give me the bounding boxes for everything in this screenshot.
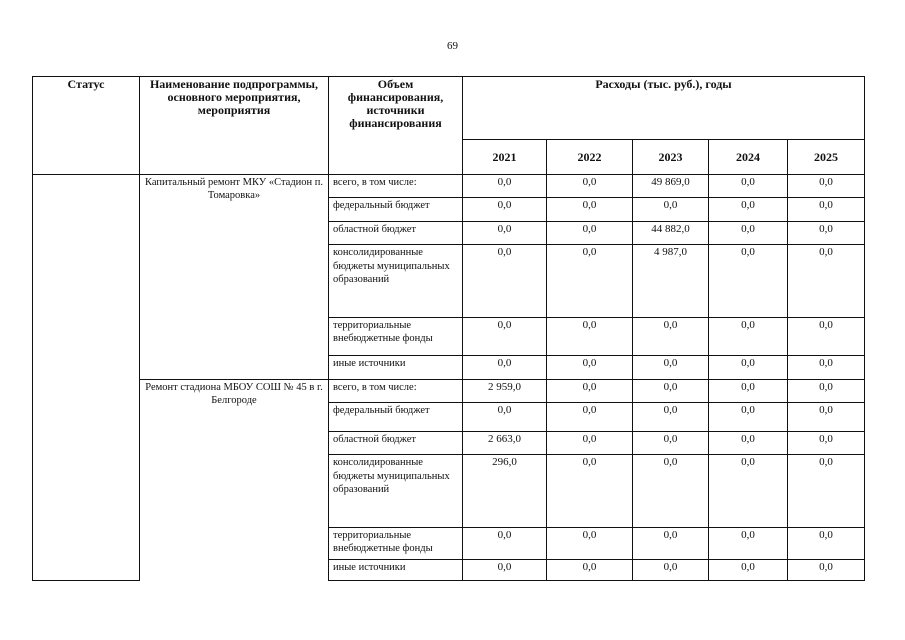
- table-row: [33, 379, 865, 402]
- value-cell-2021: 296,0: [463, 455, 547, 527]
- value-cell-2022: 0,0: [547, 221, 633, 244]
- funding-source-cell: иные источники: [329, 559, 463, 580]
- value-cell-2022: 0,0: [547, 356, 633, 379]
- funding-source-cell: территориальные внебюджетные фонды: [329, 527, 463, 559]
- year-header-2024: 2024: [709, 140, 788, 175]
- value-cell-2021: 0,0: [463, 175, 547, 198]
- value-cell-2023: 0,0: [633, 379, 709, 402]
- value-cell-2021: 0,0: [463, 245, 547, 317]
- value-cell-2023: 0,0: [633, 559, 709, 580]
- value-cell-2023: 4 987,0: [633, 245, 709, 317]
- value-cell-2023: 49 869,0: [633, 175, 709, 198]
- value-cell-2024: 0,0: [709, 245, 788, 317]
- funding-source-cell: всего, в том числе:: [329, 379, 463, 402]
- value-cell-2022: 0,0: [547, 175, 633, 198]
- budget-table: [32, 76, 865, 581]
- value-cell-2022: 0,0: [547, 379, 633, 402]
- value-cell-2023: 0,0: [633, 403, 709, 432]
- value-cell-2021: 0,0: [463, 317, 547, 355]
- value-cell-2023: 0,0: [633, 317, 709, 355]
- value-cell-2024: 0,0: [709, 431, 788, 454]
- value-cell-2022: 0,0: [547, 317, 633, 355]
- value-cell-2021: 0,0: [463, 559, 547, 580]
- value-cell-2022: 0,0: [547, 431, 633, 454]
- value-cell-2025: 0,0: [788, 175, 865, 198]
- year-header-2025: 2025: [788, 140, 865, 175]
- year-header-2021: 2021: [463, 140, 547, 175]
- value-cell-2025: 0,0: [788, 198, 865, 221]
- value-cell-2021: 0,0: [463, 356, 547, 379]
- expenses-header: Расходы (тыс. руб.), годы: [463, 77, 865, 140]
- value-cell-2024: 0,0: [709, 527, 788, 559]
- funding-source-cell: областной бюджет: [329, 431, 463, 454]
- value-cell-2022: 0,0: [547, 527, 633, 559]
- funding-source-cell: консолидированные бюджеты муниципальных образований: [329, 245, 463, 317]
- activity-name-cell: Ремонт стадиона МБОУ СОШ № 45 в г. Белгороде: [140, 379, 329, 580]
- year-header-2023: 2023: [633, 140, 709, 175]
- value-cell-2023: 0,0: [633, 356, 709, 379]
- value-cell-2021: 0,0: [463, 527, 547, 559]
- table-body: [33, 175, 865, 581]
- value-cell-2024: 0,0: [709, 221, 788, 244]
- value-cell-2021: 0,0: [463, 403, 547, 432]
- value-cell-2022: 0,0: [547, 403, 633, 432]
- funding-source-cell: федеральный бюджет: [329, 198, 463, 221]
- value-cell-2023: 0,0: [633, 198, 709, 221]
- value-cell-2023: 0,0: [633, 527, 709, 559]
- value-cell-2022: 0,0: [547, 559, 633, 580]
- status-cell: [33, 175, 140, 581]
- value-cell-2024: 0,0: [709, 403, 788, 432]
- volume-header: Объем финансирования, источники финансирования: [329, 77, 463, 175]
- value-cell-2024: 0,0: [709, 317, 788, 355]
- value-cell-2021: 0,0: [463, 198, 547, 221]
- name-header: Наименование подпрограммы, основного мероприятия, мероприятия: [140, 77, 329, 175]
- value-cell-2025: 0,0: [788, 379, 865, 402]
- page-number: 69: [447, 40, 458, 52]
- value-cell-2021: 2 663,0: [463, 431, 547, 454]
- table-row: [33, 175, 865, 198]
- value-cell-2025: 0,0: [788, 559, 865, 580]
- value-cell-2021: 2 959,0: [463, 379, 547, 402]
- value-cell-2024: 0,0: [709, 198, 788, 221]
- table-header: [33, 77, 865, 175]
- activity-name-cell: Капитальный ремонт МКУ «Стадион п. Томаровка»: [140, 175, 329, 380]
- value-cell-2025: 0,0: [788, 403, 865, 432]
- value-cell-2024: 0,0: [709, 379, 788, 402]
- value-cell-2024: 0,0: [709, 455, 788, 527]
- value-cell-2025: 0,0: [788, 245, 865, 317]
- year-header-2022: 2022: [547, 140, 633, 175]
- value-cell-2024: 0,0: [709, 356, 788, 379]
- funding-source-cell: федеральный бюджет: [329, 403, 463, 432]
- funding-source-cell: консолидированные бюджеты муниципальных образований: [329, 455, 463, 527]
- value-cell-2025: 0,0: [788, 356, 865, 379]
- value-cell-2022: 0,0: [547, 198, 633, 221]
- value-cell-2025: 0,0: [788, 317, 865, 355]
- value-cell-2022: 0,0: [547, 455, 633, 527]
- funding-source-cell: иные источники: [329, 356, 463, 379]
- value-cell-2025: 0,0: [788, 527, 865, 559]
- funding-source-cell: областной бюджет: [329, 221, 463, 244]
- value-cell-2023: 0,0: [633, 455, 709, 527]
- value-cell-2025: 0,0: [788, 431, 865, 454]
- value-cell-2021: 0,0: [463, 221, 547, 244]
- value-cell-2025: 0,0: [788, 455, 865, 527]
- funding-source-cell: всего, в том числе:: [329, 175, 463, 198]
- funding-source-cell: территориальные внебюджетные фонды: [329, 317, 463, 355]
- value-cell-2023: 0,0: [633, 431, 709, 454]
- value-cell-2025: 0,0: [788, 221, 865, 244]
- value-cell-2024: 0,0: [709, 559, 788, 580]
- value-cell-2024: 0,0: [709, 175, 788, 198]
- value-cell-2023: 44 882,0: [633, 221, 709, 244]
- status-header: Статус: [33, 77, 140, 175]
- value-cell-2022: 0,0: [547, 245, 633, 317]
